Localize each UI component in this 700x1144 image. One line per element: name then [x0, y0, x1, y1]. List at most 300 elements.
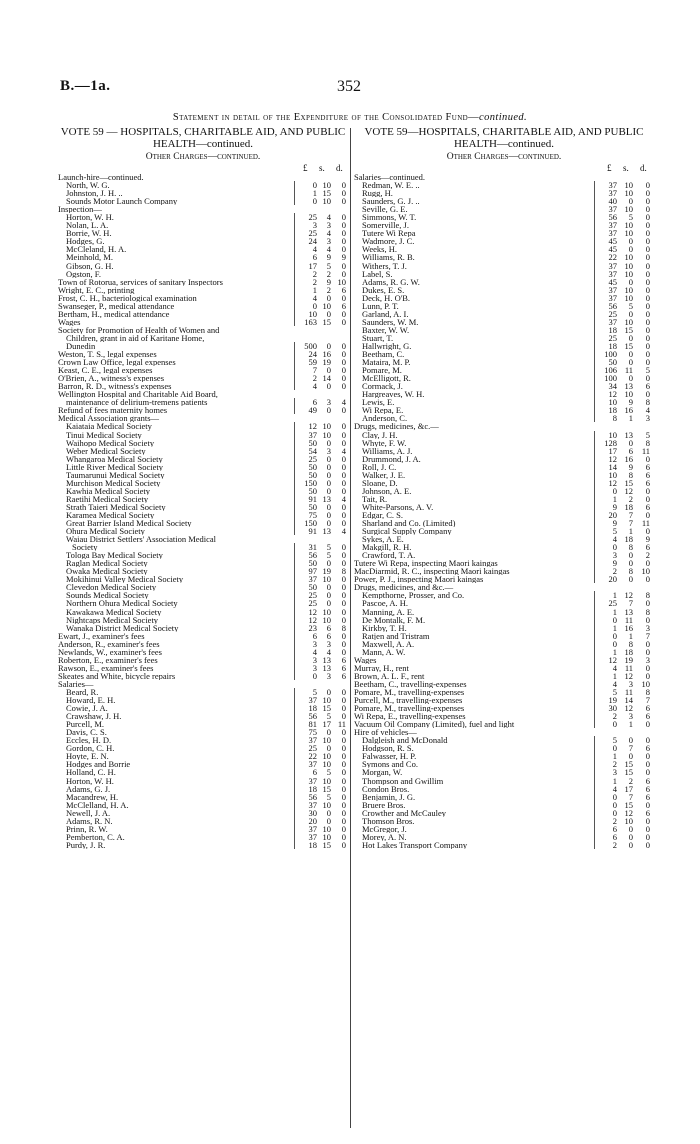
amount-shillings: 19: [322, 357, 331, 368]
expenditure-row: [354, 599, 654, 607]
expenditure-row: [354, 752, 654, 760]
amount-shillings: 0: [628, 276, 633, 287]
amount-pounds: 37: [294, 760, 317, 768]
item-label: Wadmore, J. C.: [362, 237, 415, 246]
amount-shillings: 4: [326, 244, 331, 255]
amount-pounds: 4: [294, 382, 317, 390]
item-label: Condon Bros.: [362, 784, 410, 793]
amount-pence: 0: [341, 614, 346, 625]
item-label: Adams, G. J.: [66, 784, 111, 793]
amount-pounds: 54: [294, 447, 317, 455]
expenditure-row: [354, 559, 654, 567]
amount-pence: 0: [341, 453, 346, 464]
amount-shillings: 19: [624, 654, 633, 665]
amount-shillings: 5: [326, 711, 331, 722]
item-label: Purcell, M.: [66, 720, 105, 729]
item-label: Symons and Co.: [362, 760, 418, 769]
amount-pounds: 18: [594, 342, 617, 350]
amount-shillings: 11: [624, 662, 633, 673]
amount-pounds: 25: [294, 599, 317, 607]
amount-shillings: 7: [628, 743, 633, 754]
amount-pounds: 0: [294, 302, 317, 310]
pence-header: d.: [640, 163, 647, 173]
item-label: Beetham, C.: [362, 350, 405, 359]
amount-pounds: 9: [594, 559, 617, 567]
expenditure-row: [354, 760, 654, 768]
amount-shillings: 11: [624, 687, 633, 697]
amount-pounds: 6: [294, 398, 317, 406]
amount-shillings: 15: [322, 783, 331, 794]
amount-pounds: 75: [294, 728, 317, 736]
amount-pounds: 37: [594, 221, 617, 229]
expenditure-row: [58, 599, 348, 607]
item-label: Crawford, T. A.: [362, 551, 416, 560]
left-expenditure-list: [58, 173, 348, 849]
amount-pence: 8: [645, 590, 650, 601]
amount-shillings: 6: [326, 630, 331, 641]
amount-shillings: 11: [624, 614, 633, 625]
amount-pounds: 3: [294, 640, 317, 648]
item-label: Raglan Medical Society: [66, 559, 148, 568]
statement-title: [40, 112, 660, 123]
amount-shillings: 15: [624, 767, 633, 778]
amount-shillings: 12: [624, 485, 633, 496]
amount-pence: 4: [645, 405, 650, 416]
amount-pounds: 18: [594, 326, 617, 334]
expenditure-row: [58, 608, 348, 616]
amount-shillings: 0: [628, 357, 633, 368]
amount-shillings: 16: [322, 349, 331, 360]
amount-pence: 0: [645, 324, 650, 335]
item-label: Pomare, M., travelling-expenses: [354, 704, 465, 713]
amount-shillings: 8: [628, 542, 633, 553]
expenditure-row: [58, 350, 348, 358]
amount-shillings: 18: [624, 501, 633, 512]
expenditure-row: [354, 785, 654, 793]
amount-pounds: 37: [594, 181, 617, 189]
amount-pence: 6: [341, 284, 346, 295]
amount-shillings: 5: [326, 791, 331, 802]
amount-pence: 0: [645, 839, 650, 850]
amount-shillings: 0: [628, 332, 633, 343]
amount-shillings: 15: [624, 759, 633, 770]
expenditure-row: [354, 608, 654, 616]
expenditure-row: [354, 704, 654, 712]
amount-pence: 0: [645, 759, 650, 770]
amount-pence: 0: [645, 815, 650, 826]
expenditure-row: [58, 575, 348, 583]
expenditure-row: [58, 495, 348, 503]
amount-pence: 0: [341, 759, 346, 770]
amount-pounds: 75: [294, 511, 317, 519]
amount-pounds: 56: [294, 551, 317, 559]
amount-pence: 0: [341, 839, 346, 850]
amount-shillings: 0: [326, 453, 331, 464]
item-label: Strath Taieri Medical Society: [66, 502, 166, 511]
item-label: Baxter, W. W.: [362, 325, 410, 334]
amount-pence: 3: [645, 622, 650, 633]
item-label: Northern Ohura Medical Society: [66, 599, 178, 608]
expenditure-row: [58, 278, 348, 286]
amount-pounds: 1: [594, 608, 617, 616]
amount-pounds: 3: [594, 551, 617, 559]
amount-pounds: 3: [294, 664, 317, 672]
item-label: Hoyte, E. N.: [66, 752, 109, 761]
amount-shillings: 0: [628, 550, 633, 561]
amount-shillings: 3: [326, 397, 331, 408]
item-label: Hodgson, R. S.: [362, 744, 414, 753]
pence-header: d.: [336, 163, 343, 173]
amount-shillings: 9: [628, 461, 633, 472]
item-label: Little River Medical Society: [66, 462, 164, 471]
expenditure-row: [354, 479, 654, 487]
amount-pounds: 37: [294, 575, 317, 583]
item-label: McClelland, H. A.: [66, 800, 129, 809]
item-label: Prinn, R. W.: [66, 824, 108, 833]
amount-shillings: 8: [628, 469, 633, 480]
amount-pence: 0: [645, 799, 650, 810]
amount-pence: 8: [645, 397, 650, 408]
amount-shillings: 10: [322, 421, 331, 432]
amount-pounds: 5: [594, 688, 617, 696]
amount-pence: 0: [645, 220, 650, 231]
amount-shillings: 13: [322, 493, 331, 504]
amount-pence: 0: [341, 196, 346, 207]
amount-pounds: 3: [294, 656, 317, 664]
left-vote-heading: VOTE 59 — HOSPITALS, CHARITABLE AID, AND PUBLIC HEALTH—continued.: [60, 126, 346, 150]
amount-pence: 4: [341, 493, 346, 504]
amount-pence: 0: [645, 823, 650, 834]
amount-shillings: 0: [326, 405, 331, 416]
amount-pence: 0: [341, 357, 346, 368]
amount-shillings: 17: [624, 783, 633, 794]
amount-shillings: 0: [326, 815, 331, 826]
amount-pounds: 4: [594, 664, 617, 672]
amount-shillings: 18: [624, 534, 633, 545]
item-label: Seville, G. E.: [362, 205, 408, 214]
amount-pounds: 37: [294, 736, 317, 744]
item-label: O'Brien, A., witness's expenses: [58, 374, 164, 383]
amount-pence: 7: [645, 630, 650, 641]
amount-pence: 0: [341, 550, 346, 561]
amount-pence: 6: [645, 501, 650, 512]
amount-shillings: 9: [326, 252, 331, 263]
amount-shillings: 10: [322, 799, 331, 810]
expenditure-row: [58, 648, 348, 656]
amount-shillings: 0: [628, 831, 633, 842]
item-label: Horton, W. H.: [66, 213, 114, 222]
item-label: Sounds Motor Launch Company: [66, 197, 178, 206]
expenditure-row: [58, 390, 348, 398]
amount-pence: 0: [341, 228, 346, 239]
amount-pence: 2: [645, 550, 650, 561]
item-label: Mokihinui Valley Medical Society: [66, 575, 184, 584]
amount-shillings: 0: [326, 598, 331, 609]
expenditure-row: [354, 801, 654, 809]
amount-shillings: 13: [624, 381, 633, 392]
amount-pence: 0: [645, 357, 650, 368]
expenditure-row: [58, 680, 348, 688]
amount-pence: 0: [341, 775, 346, 786]
expenditure-row: [58, 559, 348, 567]
amount-pence: 7: [645, 695, 650, 706]
amount-pence: 8: [645, 606, 650, 617]
amount-pounds: 97: [294, 567, 317, 575]
expenditure-row: [58, 253, 348, 261]
amount-pence: 0: [645, 638, 650, 649]
expenditure-row: [58, 688, 348, 696]
amount-pence: 0: [341, 606, 346, 617]
item-label: Gibson, G. H.: [66, 261, 114, 270]
item-label: Surgical Supply Company: [362, 527, 452, 536]
expenditure-row: [58, 720, 348, 728]
amount-pence: 9: [341, 252, 346, 263]
item-label: Sharland and Co. (Limited): [362, 519, 456, 528]
amount-pounds: 2: [294, 374, 317, 382]
amount-shillings: 10: [322, 695, 331, 706]
amount-shillings: 5: [326, 542, 331, 553]
amount-pounds: 50: [594, 358, 617, 366]
amount-pounds: 6: [294, 253, 317, 261]
item-label: Vacuum Oil Company (Limited), fuel and light: [354, 720, 515, 729]
item-label: Brown, A. L. F., rent: [354, 671, 425, 680]
amount-pence: 0: [645, 509, 650, 520]
shillings-header: s.: [623, 163, 629, 173]
item-label: Eccles, H. D.: [66, 736, 112, 745]
expenditure-row: [58, 752, 348, 760]
amount-pence: 0: [341, 381, 346, 392]
amount-pounds: 10: [594, 471, 617, 479]
amount-shillings: 6: [628, 445, 633, 456]
amount-shillings: 0: [326, 807, 331, 818]
amount-pence: 3: [645, 654, 650, 665]
amount-pounds: 6: [294, 768, 317, 776]
expenditure-row: [58, 551, 348, 559]
amount-pence: 6: [645, 542, 650, 553]
item-label: Drugs, medicines, &c.—: [354, 422, 439, 431]
amount-pence: 0: [341, 638, 346, 649]
amount-shillings: 3: [326, 220, 331, 231]
amount-pounds: 45: [594, 245, 617, 253]
item-label: Wi Repa, E., travelling-expenses: [354, 712, 466, 721]
amount-pounds: 9: [594, 519, 617, 527]
amount-pounds: 18: [594, 406, 617, 414]
amount-pence: 0: [341, 244, 346, 255]
amount-pounds: 25: [594, 310, 617, 318]
item-label: Hot Lakes Transport Company: [362, 840, 468, 849]
item-label: Waiau District Settlers' Association Medical: [66, 535, 217, 544]
item-label: Whangaroa Medical Society: [66, 454, 163, 463]
amount-shillings: 0: [628, 244, 633, 255]
amount-pounds: 17: [294, 262, 317, 270]
amount-pounds: 10: [594, 398, 617, 406]
amount-shillings: 10: [624, 284, 633, 295]
item-label: Dalgleish and McDonald: [362, 736, 448, 745]
amount-shillings: 5: [326, 260, 331, 271]
amount-shillings: 0: [326, 590, 331, 601]
amount-pence: 0: [645, 180, 650, 191]
expenditure-row: [58, 664, 348, 672]
amount-pence: 0: [645, 526, 650, 537]
amount-shillings: 2: [628, 493, 633, 504]
amount-pounds: 2: [594, 712, 617, 720]
amount-shillings: 0: [326, 743, 331, 754]
expenditure-row: [354, 487, 654, 495]
amount-pounds: 1: [594, 624, 617, 632]
amount-pounds: 56: [294, 793, 317, 801]
item-label: Macandrew, H.: [66, 792, 119, 801]
amount-pence: 0: [341, 791, 346, 802]
item-label: Town of Rotorua, services of sanitary Inspectors: [58, 277, 223, 286]
expenditure-row: [58, 455, 348, 463]
expenditure-row: [354, 728, 654, 736]
expenditure-row: [58, 519, 348, 527]
amount-shillings: 14: [624, 695, 633, 706]
amount-pence: 8: [341, 566, 346, 577]
amount-pence: 6: [341, 670, 346, 681]
item-label: Swanseger, P., medical attendance: [58, 301, 175, 310]
amount-pounds: 34: [594, 382, 617, 390]
amount-shillings: 5: [628, 300, 633, 311]
amount-shillings: 10: [624, 260, 633, 271]
expenditure-row: [354, 535, 654, 543]
item-label: Kawhia Medical Society: [66, 486, 151, 495]
amount-shillings: 12: [624, 807, 633, 818]
item-label: Hire of vehicles—: [354, 728, 417, 737]
amount-pence: 0: [645, 493, 650, 504]
amount-pounds: 4: [594, 680, 617, 688]
amount-pounds: 0: [594, 793, 617, 801]
expenditure-row: [58, 326, 348, 334]
item-label: Ogston, F.: [66, 269, 101, 278]
amount-shillings: 0: [326, 365, 331, 376]
statement-title-text: Statement in detail of the Expenditure of the Consolidated Fund—: [172, 112, 480, 123]
item-label: Adams, R. G. W.: [362, 277, 420, 286]
item-label: Society: [72, 543, 98, 552]
amount-shillings: 4: [326, 212, 331, 223]
page-header: [60, 78, 638, 98]
amount-shillings: 10: [624, 292, 633, 303]
amount-pence: 0: [341, 646, 346, 657]
amount-pence: 0: [341, 542, 346, 553]
amount-pence: 0: [341, 340, 346, 351]
amount-pence: 0: [341, 727, 346, 738]
amount-pounds: 37: [294, 777, 317, 785]
expenditure-row: [58, 801, 348, 809]
amount-shillings: 16: [624, 622, 633, 633]
item-label: Tutere Wi Repa, inspecting Maori kaingas: [354, 559, 498, 568]
expenditure-row: [354, 672, 654, 680]
item-label: White-Parsons, A. V.: [362, 502, 434, 511]
item-label: Pemberton, C. A.: [66, 832, 125, 841]
amount-pence: 0: [341, 316, 346, 327]
expenditure-row: [354, 551, 654, 559]
amount-shillings: 10: [322, 751, 331, 762]
item-label: Skeates and White, bicycle repairs: [58, 671, 176, 680]
amount-pence: 0: [341, 236, 346, 247]
amount-pounds: 0: [594, 616, 617, 624]
item-label: Wright, E. C., printing: [58, 285, 135, 294]
amount-shillings: 2: [326, 284, 331, 295]
item-label: Meinhold, M.: [66, 253, 113, 262]
right-column: [354, 126, 654, 849]
amount-pounds: 37: [594, 318, 617, 326]
item-label: Horton, W. H.: [66, 776, 114, 785]
amount-pence: 0: [645, 204, 650, 215]
amount-pounds: 4: [594, 535, 617, 543]
item-label: Whyte, F. W.: [362, 438, 407, 447]
right-expenditure-list: [354, 173, 654, 849]
expenditure-row: [58, 463, 348, 471]
amount-pence: 0: [341, 799, 346, 810]
amount-pounds: 37: [294, 825, 317, 833]
amount-shillings: 6: [326, 622, 331, 633]
amount-shillings: 0: [326, 437, 331, 448]
item-label: Ratjen and Tristram: [362, 631, 430, 640]
item-label: Morey, A. N.: [362, 832, 407, 841]
item-label: Weston, T. S., legal expenses: [58, 350, 157, 359]
amount-pence: 0: [341, 501, 346, 512]
amount-shillings: 9: [628, 397, 633, 408]
expenditure-row: [58, 809, 348, 817]
amount-pounds: 20: [594, 575, 617, 583]
amount-pence: 0: [645, 373, 650, 384]
amount-shillings: 0: [326, 582, 331, 593]
amount-pounds: 0: [594, 744, 617, 752]
expenditure-row: [58, 213, 348, 221]
amount-pounds: 0: [594, 801, 617, 809]
amount-pounds: 25: [294, 591, 317, 599]
amount-pence: 6: [341, 662, 346, 673]
page-number: 352: [337, 78, 361, 95]
expenditure-row: [58, 704, 348, 712]
amount-pounds: 25: [594, 334, 617, 342]
amount-pence: 0: [645, 228, 650, 239]
item-label: Hargreaves, W. H.: [362, 390, 425, 399]
amount-shillings: 10: [624, 316, 633, 327]
amount-pounds: 30: [294, 809, 317, 817]
amount-pence: 0: [645, 212, 650, 223]
item-label: Kawakawa Medical Society: [66, 607, 162, 616]
expenditure-row: [354, 809, 654, 817]
expenditure-row: [58, 744, 348, 752]
amount-shillings: 10: [624, 268, 633, 279]
item-label: Children, grant in aid of Karitane Home,: [66, 333, 205, 342]
amount-pounds: 128: [594, 439, 617, 447]
expenditure-row: [58, 262, 348, 270]
item-label: Withers, T. J.: [362, 261, 407, 270]
amount-shillings: 10: [624, 389, 633, 400]
amount-shillings: 4: [326, 228, 331, 239]
amount-pounds: 37: [294, 696, 317, 704]
amount-pence: 0: [341, 421, 346, 432]
amount-shillings: 2: [326, 268, 331, 279]
amount-pence: 0: [341, 437, 346, 448]
item-label: Edgar, C. S.: [362, 510, 403, 520]
amount-shillings: 0: [326, 340, 331, 351]
amount-pounds: 3: [294, 221, 317, 229]
amount-shillings: 8: [628, 638, 633, 649]
expenditure-row: [58, 414, 348, 422]
amount-shillings: 1: [628, 630, 633, 641]
expenditure-row: [58, 760, 348, 768]
amount-shillings: 0: [326, 477, 331, 488]
amount-pounds: 40: [594, 197, 617, 205]
amount-pounds: 4: [294, 294, 317, 302]
amount-pounds: 37: [294, 833, 317, 841]
amount-pounds: 6: [594, 833, 617, 841]
item-label: Gordon, C. H.: [66, 744, 115, 753]
